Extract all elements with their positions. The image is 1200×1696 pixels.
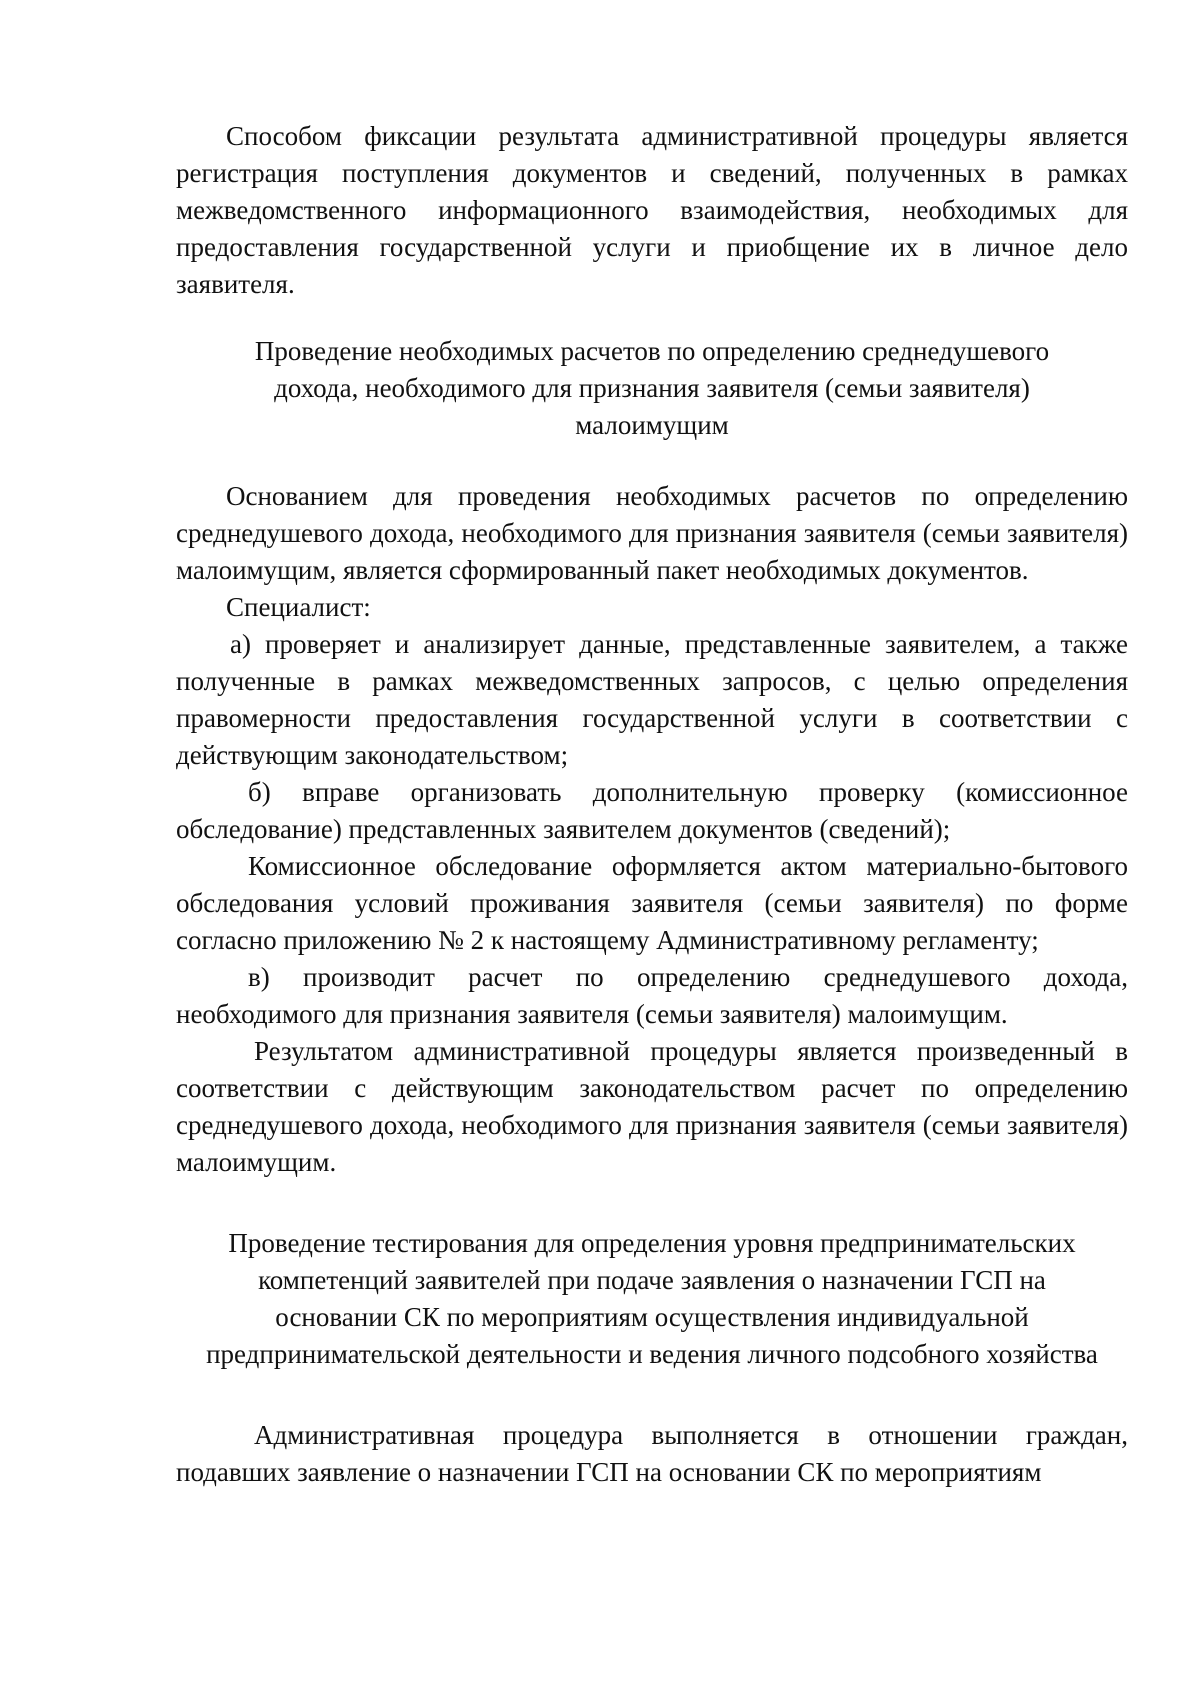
- heading-line: Проведение необходимых расчетов по определению среднедушевого: [254, 336, 1050, 366]
- paragraph-result: Результатом административной процедуры является произведенный в соответствии с действующим законодательством расчет по определению среднедушевого дохода, необходимого для признания заявителя (семьи заявителя) малоимущим.: [176, 1036, 1128, 1177]
- list-item-a: а) проверяет и анализирует данные, представленные заявителем, а также полученные в рамках межведомственных запросов, с целью определения правомерности предоставления государственной услуги в соответствии с действующим законодательством;: [176, 629, 1128, 770]
- heading-line: дохода, необходимого для признания заявителя (семьи заявителя): [274, 373, 1030, 403]
- paragraph-fixation-method: Способом фиксации результата административной процедуры является регистрация поступления документов и сведений, полученных в рамках межведомственного информационного взаимодействия, необходимых для предоставления государственной услуги и приобщение их в личное дело заявителя.: [176, 121, 1128, 299]
- paragraph-basis: Основанием для проведения необходимых расчетов по определению среднедушевого дохода, необходимого для признания заявителя (семьи заявителя) малоимущим, является сформированный пакет необходимых документов.: [176, 481, 1128, 585]
- paragraph-commission-inspection: Комиссионное обследование оформляется актом материально-бытового обследования условий проживания заявителя (семьи заявителя) по форме согласно приложению № 2 к настоящему Административному регламенту;: [176, 851, 1128, 955]
- heading-line: компетенций заявителей при подаче заявления о назначении ГСП на: [258, 1265, 1046, 1295]
- specialist-label: Специалист:: [226, 592, 371, 622]
- heading-line: Проведение тестирования для определения уровня предпринимательских: [228, 1228, 1076, 1258]
- document-page: [176, 118, 1128, 1491]
- heading-line: основании СК по мероприятиям осуществления индивидуальной: [275, 1302, 1029, 1332]
- heading-line: малоимущим: [575, 410, 729, 440]
- heading-line: предпринимательской деятельности и ведения личного подсобного хозяйства: [206, 1339, 1098, 1369]
- list-item-b: б) вправе организовать дополнительную проверку (комиссионное обследование) представленных заявителем документов (сведений);: [176, 777, 1128, 844]
- paragraph-procedure-scope: Административная процедура выполняется в отношении граждан, подавших заявление о назначении ГСП на основании СК по мероприятиям: [176, 1420, 1128, 1487]
- section-heading-entrepreneur-testing: [176, 1225, 1128, 1373]
- section-heading-income-calculation: [176, 333, 1128, 444]
- list-item-v: в) производит расчет по определению среднедушевого дохода, необходимого для признания заявителя (семьи заявителя) малоимущим.: [176, 962, 1128, 1029]
